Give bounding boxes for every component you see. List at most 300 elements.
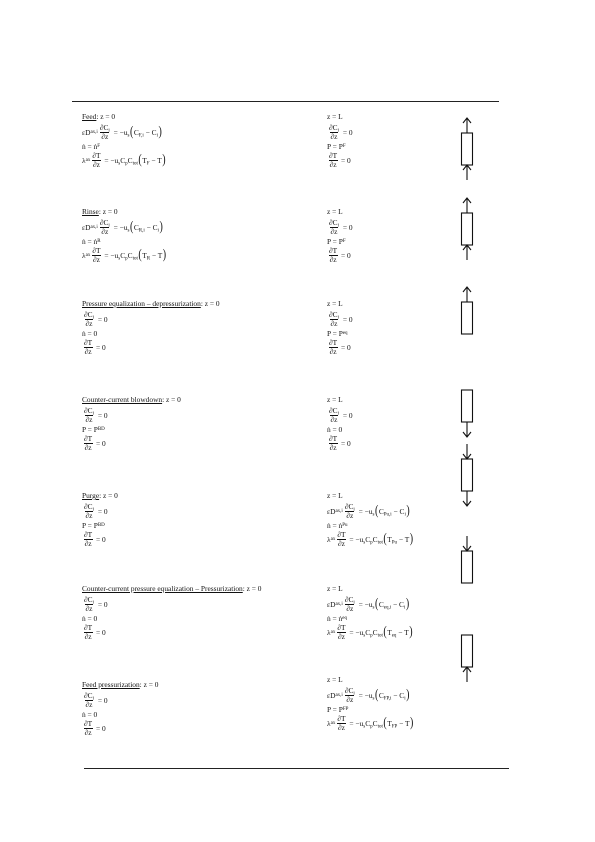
numerator-text: ∂C <box>329 123 338 133</box>
equation-rhs: = 0 <box>95 314 108 324</box>
paren-term-b-sub: i <box>404 696 406 702</box>
flux-condition: λ ax $\frac{\partial T}{\partial z}$ = $-u_sC_pC_{tot}$ ( $T_{FP} - T$ ) <box>327 714 414 732</box>
fraction <box>344 503 356 520</box>
numerator-text-sub: i <box>353 507 355 513</box>
fraction <box>83 339 93 356</box>
rhs-term-2-sub: p <box>370 540 373 546</box>
fraction-denominator: ∂z <box>84 443 92 452</box>
paren-term-a: T <box>142 155 147 165</box>
derivative-condition <box>327 434 462 453</box>
rhs-term: = −u <box>347 627 364 637</box>
fraction-numerator <box>83 311 95 319</box>
numerator-text: ∂C <box>344 502 354 512</box>
numerator-text: ∂C <box>329 406 338 416</box>
fraction-numerator <box>99 124 111 132</box>
fraction-numerator <box>83 624 93 632</box>
condition-text: ṅ = ṅ <box>327 520 343 530</box>
equation-rhs <box>112 224 130 232</box>
paren-term-b-sub: i <box>157 228 159 234</box>
condition-line: P = P F <box>327 141 346 151</box>
numerator-text-sub: i <box>108 128 110 134</box>
fraction-denominator: ∂z <box>84 539 92 548</box>
adsorption-column-diagram <box>455 196 479 262</box>
fraction <box>99 124 111 141</box>
fraction <box>83 531 93 548</box>
derivative-condition <box>82 691 312 710</box>
open-paren: ( <box>129 124 134 140</box>
outlet-position: z = L <box>327 584 343 593</box>
numerator-text-sub: i <box>108 223 110 229</box>
derivative-condition <box>82 719 312 738</box>
rhs-term-2-sub: p <box>125 161 128 167</box>
numerator-text: ∂C <box>84 595 93 605</box>
fraction-numerator <box>328 219 340 227</box>
open-paren: ( <box>383 624 387 640</box>
step-title <box>82 492 312 502</box>
paren-content <box>379 508 406 516</box>
column-flow-icon <box>455 373 479 439</box>
paren-term-a: T <box>387 627 392 637</box>
equation-rhs: = 0 <box>94 723 106 733</box>
rhs-term-3-sub: tot <box>377 633 383 639</box>
outlet-conditions <box>327 396 462 453</box>
paren-term-a-sub: F,i <box>138 133 144 139</box>
rhs-term-2: C <box>365 534 371 544</box>
numerator-text: ∂C <box>84 406 93 416</box>
paren-term-a-sub: FP,i <box>383 696 392 702</box>
fraction <box>328 311 340 328</box>
rhs-term: = −u <box>111 127 128 137</box>
condition-line <box>82 614 312 623</box>
fraction-numerator <box>91 152 101 160</box>
outlet-position: z = L <box>327 207 343 216</box>
flux-condition: λ ax $\frac{\partial T}{\partial z}$ = $-u_sC_pC_{tot}$ ( $T_R - T$ ) <box>82 246 167 264</box>
equation-rhs <box>348 536 383 544</box>
open-paren: ( <box>129 219 134 235</box>
rhs-term-2: C <box>120 250 126 260</box>
fraction-denominator: ∂z <box>92 160 100 169</box>
fraction <box>83 503 95 520</box>
paren-term-a: C <box>378 599 384 609</box>
open-paren: ( <box>383 531 387 547</box>
fraction <box>328 124 340 141</box>
paren-term-b: − C <box>143 127 157 137</box>
derivative-condition <box>327 310 462 329</box>
fraction-numerator <box>336 715 346 723</box>
column-flow-icon <box>455 534 479 600</box>
equation-rhs: = 0 <box>339 342 351 352</box>
fraction-numerator <box>328 311 340 319</box>
rhs-term-2: C <box>365 627 371 637</box>
inlet-conditions <box>82 681 312 738</box>
inlet-conditions <box>82 300 312 357</box>
numerator-text: ∂T <box>337 530 346 540</box>
inlet-conditions <box>82 396 312 453</box>
numerator-text-sub: i <box>337 128 339 134</box>
fraction-numerator <box>336 531 346 539</box>
numerator-text: ∂T <box>84 338 93 348</box>
paren-content <box>387 720 409 728</box>
condition-line: P = P F <box>327 236 346 246</box>
condition-text: P = P <box>327 141 343 151</box>
column-flow-icon <box>455 618 479 684</box>
fraction-denominator: ∂z <box>84 632 92 641</box>
rhs-term: = −u <box>347 718 364 728</box>
condition-text: P = P <box>327 704 343 714</box>
inlet-position: : z = 0 <box>96 112 116 121</box>
equation-rhs: = 0 <box>340 127 353 137</box>
bottom-rule <box>84 768 509 769</box>
fraction-denominator: ∂z <box>92 255 100 264</box>
paren-content <box>134 224 159 232</box>
step-title <box>82 396 312 406</box>
rhs-term-sub: s <box>372 605 375 611</box>
numerator-text: ∂C <box>84 310 93 320</box>
equation-rhs <box>357 601 375 609</box>
numerator-text-sub: i <box>337 223 339 229</box>
paren-content <box>142 252 162 260</box>
equation-rhs <box>103 252 138 260</box>
paren-term-a: C <box>133 127 139 137</box>
rhs-term: = −u <box>102 155 119 165</box>
column-flow-icon <box>455 442 479 508</box>
fraction <box>83 720 93 737</box>
numerator-text: ∂T <box>84 434 93 444</box>
outlet-position: z = L <box>327 299 343 308</box>
paren-content <box>387 629 409 637</box>
numerator-text-sub: i <box>92 696 94 702</box>
rhs-term: = −u <box>356 690 373 700</box>
fraction <box>83 311 95 328</box>
equation-coefficient: εD <box>327 506 336 516</box>
fraction-denominator: ∂z <box>85 511 93 520</box>
flux-condition: εD ax,i $\frac{\partial C_i}{\partial z}$ = $-u_s$ ( $C_{FP,i} - C_i$ ) <box>327 686 410 704</box>
condition-text: ṅ = ṅ <box>82 141 98 151</box>
numerator-text-sub: i <box>92 315 94 321</box>
fraction-numerator <box>83 596 95 604</box>
equation-coefficient: εD <box>82 222 91 232</box>
condition-line: ṅ = ṅ Pu <box>327 520 348 530</box>
numerator-text: ∂T <box>329 151 338 161</box>
close-paren: ) <box>405 596 410 612</box>
close-paren: ) <box>159 219 163 235</box>
top-rule <box>72 101 499 102</box>
equation-rhs <box>348 720 383 728</box>
rhs-term: = −u <box>356 506 373 516</box>
fraction <box>328 247 338 264</box>
derivative-condition <box>327 151 462 170</box>
step-name: Pressure equalization – depressurization <box>82 299 201 308</box>
equation-rhs: = 0 <box>94 627 106 637</box>
fraction-numerator <box>344 503 356 511</box>
rhs-term-sub: s <box>372 512 375 518</box>
numerator-text: ∂T <box>92 151 101 161</box>
paren-term-b: − C <box>391 599 404 609</box>
outlet-conditions <box>327 585 462 642</box>
equation-rhs <box>112 129 130 137</box>
equation-coefficient: εD <box>82 127 91 137</box>
equation-rhs: = 0 <box>94 342 106 352</box>
fraction-numerator <box>344 687 356 695</box>
paren-term-b: − C <box>391 690 405 700</box>
close-paren: ) <box>158 124 162 140</box>
rhs-term-3-sub: tot <box>132 161 138 167</box>
fraction-denominator: ∂z <box>101 132 109 141</box>
fraction-denominator: ∂z <box>329 347 337 356</box>
condition-text: ṅ = 0 <box>327 424 343 434</box>
adsorption-column-diagram <box>455 373 479 439</box>
adsorption-column-diagram <box>455 442 479 508</box>
numerator-text: ∂C <box>84 691 93 701</box>
step-title <box>82 585 312 595</box>
adsorption-column-diagram <box>455 618 479 684</box>
equation-coefficient: λ <box>82 155 86 165</box>
step-name: Rinse <box>82 207 99 216</box>
fraction-denominator: ∂z <box>329 160 337 169</box>
step-title <box>82 208 312 218</box>
equation-rhs: = 0 <box>340 222 353 232</box>
numerator-text-sub: i <box>353 691 355 697</box>
numerator-text-sub: i <box>92 507 94 513</box>
fraction-denominator: ∂z <box>337 723 345 732</box>
open-paren: ( <box>374 503 379 519</box>
fraction-numerator <box>99 219 111 227</box>
fraction-numerator <box>83 531 93 539</box>
numerator-text: ∂T <box>329 434 338 444</box>
step-title <box>82 113 312 123</box>
outlet-conditions <box>327 492 462 549</box>
flux-condition: εD ax,i $\frac{\partial C_i}{\partial z}$ = $-u_s$ ( $C_{eq,i} - C_i$ ) <box>327 595 410 613</box>
fraction-denominator: ∂z <box>85 319 93 328</box>
condition-line: P = P BD <box>82 424 105 434</box>
derivative-condition <box>82 434 312 453</box>
equation-rhs: = 0 <box>94 534 106 544</box>
equation-coefficient: εD <box>327 599 336 609</box>
close-paren: ) <box>409 624 413 640</box>
equation-rhs <box>348 629 383 637</box>
outlet-position: z = L <box>327 395 343 404</box>
paren-content <box>142 157 162 165</box>
fraction-denominator: ∂z <box>346 695 354 704</box>
rhs-term-sub: s <box>118 161 121 167</box>
fraction-numerator <box>83 435 93 443</box>
fraction-numerator <box>83 339 93 347</box>
adsorption-column-diagram <box>455 116 479 182</box>
rhs-term-sub: s <box>127 133 130 139</box>
paren-content <box>387 536 409 544</box>
condition-text: ṅ = 0 <box>82 328 98 338</box>
condition-line: ṅ = ṅ eq <box>327 613 347 623</box>
fraction <box>336 531 346 548</box>
condition-line: P = P eq <box>327 328 348 338</box>
paren-term-b: − C <box>391 506 405 516</box>
numerator-text: ∂T <box>84 530 93 540</box>
fraction-numerator <box>83 720 93 728</box>
rhs-term: = −u <box>102 250 119 260</box>
fraction-numerator <box>83 407 95 415</box>
fraction-denominator: ∂z <box>330 415 338 424</box>
equation-rhs: = 0 <box>339 250 351 260</box>
condition-text: P = P <box>82 424 98 434</box>
fraction-denominator: ∂z <box>101 227 109 236</box>
condition-line: ṅ = ṅ R <box>82 236 101 246</box>
condition-text: ṅ = 0 <box>82 709 98 719</box>
column-flow-icon <box>455 285 479 351</box>
equation-coefficient: εD <box>327 690 336 700</box>
fraction <box>344 596 356 613</box>
rhs-term-2: C <box>120 155 126 165</box>
close-paren: ) <box>406 503 410 519</box>
paren-term-b: − T <box>150 250 163 260</box>
numerator-text-sub: i <box>337 411 339 417</box>
condition-text: ṅ = 0 <box>82 613 98 623</box>
fraction-numerator <box>328 124 340 132</box>
fraction-numerator <box>83 503 95 511</box>
close-paren: ) <box>410 715 414 731</box>
derivative-condition <box>82 623 312 642</box>
fraction <box>91 247 101 264</box>
fraction-numerator <box>328 247 338 255</box>
numerator-text: ∂C <box>84 502 93 512</box>
paren-content <box>379 692 406 700</box>
inlet-position: : z = 0 <box>242 584 262 593</box>
paren-term-a: T <box>387 718 392 728</box>
condition-line <box>327 425 462 434</box>
paren-term-a-sub: eq <box>391 633 397 639</box>
flux-condition: εD ax,i $\frac{\partial C_i}{\partial z}$ = $-u_s$ ( $C_{Pu,i} - C_i$ ) <box>327 502 410 520</box>
rhs-term-2-sub: p <box>370 724 373 730</box>
paren-term-a-sub: Pu,i <box>383 512 392 518</box>
equation-coefficient: λ <box>327 627 331 637</box>
paren-term-a: T <box>387 534 392 544</box>
paren-term-b: − T <box>396 534 410 544</box>
outlet-conditions <box>327 113 462 170</box>
paren-term-b: − T <box>149 155 162 165</box>
condition-text: P = P <box>327 328 343 338</box>
fraction-numerator <box>344 596 356 604</box>
fraction-numerator <box>328 339 338 347</box>
open-paren: ( <box>138 152 142 168</box>
fraction-denominator: ∂z <box>346 604 354 613</box>
numerator-text: ∂T <box>329 338 338 348</box>
numerator-text: ∂C <box>344 686 354 696</box>
step-title <box>82 681 312 691</box>
equation-rhs <box>103 157 138 165</box>
paren-term-a-sub: eq,i <box>383 605 392 611</box>
condition-line: P = P BD <box>82 520 105 530</box>
fraction <box>328 435 338 452</box>
fraction-denominator: ∂z <box>330 227 338 236</box>
close-paren: ) <box>162 152 166 168</box>
derivative-condition <box>327 246 462 265</box>
fraction <box>83 435 93 452</box>
condition-line <box>82 710 312 719</box>
paren-term-b-sub: i <box>404 512 406 518</box>
fraction-denominator: ∂z <box>346 511 354 520</box>
outlet-position: z = L <box>327 112 343 121</box>
paren-term-b: − C <box>144 222 158 232</box>
condition-line: ṅ = ṅ F <box>82 141 101 151</box>
paren-term-b-sub: i <box>156 133 158 139</box>
derivative-condition <box>82 530 312 549</box>
fraction-denominator: ∂z <box>85 604 93 613</box>
paren-term-a-sub: R <box>146 256 151 262</box>
paren-term-a-sub: R,i <box>138 228 145 234</box>
derivative-condition <box>327 406 462 425</box>
numerator-text: ∂T <box>84 719 93 729</box>
step-name: Counter-current blowdown <box>82 395 163 404</box>
rhs-term-2-sub: p <box>125 256 128 262</box>
inlet-conditions <box>82 208 312 265</box>
fraction <box>83 624 93 641</box>
condition-line: P = P FP <box>327 704 349 714</box>
equation-rhs: = 0 <box>95 599 108 609</box>
inlet-position: : z = 0 <box>162 395 181 404</box>
fraction-denominator: ∂z <box>84 347 92 356</box>
equation-coefficient: λ <box>327 718 331 728</box>
condition-text: P = P <box>82 520 98 530</box>
step-name: Counter-current pressure equalization – Pressurization <box>82 584 243 593</box>
paren-term-a: C <box>378 690 384 700</box>
condition-text: ṅ = ṅ <box>82 236 98 246</box>
numerator-text: ∂C <box>329 218 338 228</box>
numerator-text: ∂T <box>337 623 346 633</box>
equation-rhs: = 0 <box>339 438 351 448</box>
close-paren: ) <box>162 247 167 263</box>
numerator-text: ∂C <box>99 123 109 133</box>
fraction-denominator: ∂z <box>85 700 93 709</box>
inlet-conditions <box>82 585 312 642</box>
paren-term-b: − T <box>397 718 410 728</box>
derivative-condition <box>327 218 462 237</box>
fraction-denominator: ∂z <box>337 632 345 641</box>
step-name: Feed pressurization <box>82 680 140 689</box>
fraction-numerator <box>328 152 338 160</box>
numerator-text: ∂C <box>344 595 354 605</box>
numerator-text: ∂T <box>84 623 93 633</box>
fraction-numerator <box>91 247 101 255</box>
rhs-term-3-sub: tot <box>377 724 383 730</box>
derivative-condition <box>82 310 312 329</box>
paren-term-a: T <box>142 250 147 260</box>
fraction <box>328 219 340 236</box>
derivative-condition <box>82 406 312 425</box>
fraction <box>328 152 338 169</box>
inlet-position: : z = 0 <box>139 680 159 689</box>
derivative-condition <box>82 595 312 614</box>
step-title <box>82 300 312 310</box>
outlet-conditions <box>327 208 462 265</box>
rhs-term-sub: s <box>363 633 366 639</box>
fraction-denominator: ∂z <box>329 255 337 264</box>
fraction <box>328 407 340 424</box>
rhs-term-3-sub: tot <box>132 256 138 262</box>
outlet-conditions <box>327 300 462 357</box>
numerator-text: ∂T <box>92 246 101 256</box>
equation-rhs: = 0 <box>94 438 106 448</box>
fraction-denominator: ∂z <box>337 539 345 548</box>
numerator-text-sub: i <box>92 600 94 606</box>
fraction-denominator: ∂z <box>85 415 93 424</box>
open-paren: ( <box>383 715 387 731</box>
rhs-term-sub: s <box>118 256 121 262</box>
paren-content <box>379 601 405 609</box>
inlet-conditions <box>82 492 312 549</box>
condition-text: P = P <box>327 236 343 246</box>
rhs-term-3: C <box>127 250 133 260</box>
equation-rhs <box>357 692 375 700</box>
rhs-term-2: C <box>365 718 371 728</box>
